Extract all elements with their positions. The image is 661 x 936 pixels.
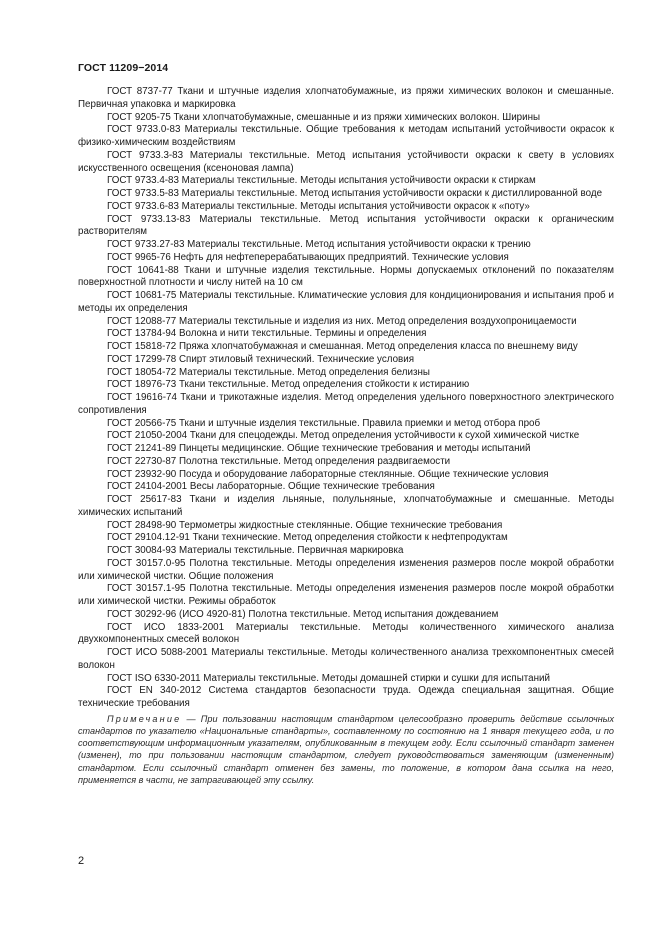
reference-item: ГОСТ 30157.1-95 Полотна текстильные. Методы определения изменения размеров после мокрой обработки или химической чистки. Режимы обработок <box>78 583 614 607</box>
reference-item: ГОСТ 30157.0-95 Полотна текстильные. Методы определения изменения размеров после мокрой обработки или химической чистки. Общие положения <box>78 557 614 582</box>
reference-item: ГОСТ 9733.13-83 Материалы текстильные. Метод испытания устойчивости окраски к органическим растворителям <box>78 213 614 238</box>
reference-item: ГОСТ 10641-88 Ткани и штучные изделия текстильные. Нормы допускаемых отклонений по показателям поверхностной плотности и числу нитей на 10 см <box>78 264 614 289</box>
reference-item: ГОСТ 24104-2001 Весы лабораторные. Общие технические требования <box>107 481 435 493</box>
reference-item: ГОСТ 23932-90 Посуда и оборудование лабораторные стеклянные. Общие технические условия <box>107 468 549 480</box>
reference-item: ГОСТ 9205-75 Ткани хлопчатобумажные, смешанные и из пряжи химических волокон. Ширины <box>107 111 541 123</box>
reference-item: ГОСТ 18054-72 Материалы текстильные. Метод определения белизны <box>107 366 430 378</box>
reference-item: ГОСТ 8737-77 Ткани и штучные изделия хлопчатобумажные, из пряжи химических волокон и смешанные. Первичная упаковка и маркировка <box>78 86 614 110</box>
reference-item: ГОСТ 30292-96 (ИСО 4920-81) Полотна текстильные. Метод испытания дождеванием <box>107 608 499 620</box>
document-header: ГОСТ 11209−2014 <box>78 62 169 74</box>
reference-item: ГОСТ 21241-89 Пинцеты медицинские. Общие технические требования и методы испытаний <box>107 443 531 454</box>
reference-item: ГОСТ 10681-75 Материалы текстильные. Климатические условия для кондиционирования и испытания проб и методы их определения <box>78 290 614 314</box>
reference-item: ГОСТ 9733.4-83 Материалы текстильные. Методы испытания устойчивости окраски к стиркам <box>107 175 536 187</box>
reference-item: ГОСТ 9733.0-83 Материалы текстильные. Общие требования к методам испытаний устойчивости окрасок к физико-химическим воздействиям <box>78 124 614 148</box>
reference-item: ГОСТ 9733.5-83 Материалы текстильные. Метод испытания устойчивости окраски к дистиллированной воде <box>107 188 603 199</box>
reference-item: ГОСТ 9733.3-83 Материалы текстильные. Метод испытания устойчивости окраски к свету в условиях искусственного освещения (ксеноновая лампа) <box>78 149 614 174</box>
reference-item: ГОСТ 30084-93 Материалы текстильные. Первичная маркировка <box>107 545 404 556</box>
reference-item: ГОСТ 22730-87 Полотна текстильные. Метод определения раздвигаемости <box>107 455 451 467</box>
reference-item: ГОСТ 21050-2004 Ткани для спецодежды. Метод определения устойчивости к сухой химической чистке <box>107 430 580 442</box>
reference-item: ГОСТ 29104.12-91 Ткани технические. Метод определения стойкости к нефтепродуктам <box>107 532 508 544</box>
reference-item: ГОСТ 20566-75 Ткани и штучные изделия текстильные. Правила приемки и метод отбора проб <box>107 417 541 429</box>
reference-item: ГОСТ ISO 6330-2011 Материалы текстильные. Методы домашней стирки и сушки для испытаний <box>107 672 550 684</box>
reference-item: ГОСТ 17299-78 Спирт этиловый технический. Технические условия <box>107 353 414 365</box>
reference-item: ГОСТ 9733.6-83 Материалы текстильные. Методы испытания устойчивости окрасок к «поту» <box>107 200 530 212</box>
reference-item: ГОСТ ИСО 1833-2001 Материалы текстильные. Методы количественного химического анализа двухкомпонентных смесей волокон <box>78 621 614 646</box>
reference-item: ГОСТ 15818-72 Пряжа хлопчатобумажная и смешанная. Метод определения класса по внешнему виду <box>107 341 578 352</box>
reference-item: ГОСТ 25617-83 Ткани и изделия льняные, полульняные, хлопчатобумажные и смешанные. Методы химических испытаний <box>78 494 614 518</box>
reference-item: ГОСТ 19616-74 Ткани и трикотажные изделия. Метод определения удельного поверхностного электрического сопротивления <box>78 392 614 416</box>
normative-references-list <box>78 86 614 786</box>
reference-item: ГОСТ 28498-90 Термометры жидкостные стеклянные. Общие технические требования <box>107 519 503 531</box>
reference-item: ГОСТ 9965-76 Нефть для нефтеперерабатывающих предприятий. Технические условия <box>107 251 509 263</box>
reference-note <box>78 713 614 786</box>
reference-item: ГОСТ 12088-77 Материалы текстильные и изделия из них. Метод определения воздухопроницаемости <box>107 315 577 327</box>
page-number: 2 <box>78 855 85 867</box>
reference-item: ГОСТ 18976-73 Ткани текстильные. Метод определения стойкости к истиранию <box>107 379 470 391</box>
reference-item: ГОСТ 13784-94 Волокна и нити текстильные. Термины и определения <box>107 328 427 340</box>
reference-item: ГОСТ ИСО 5088-2001 Материалы текстильные. Методы количественного анализа трехкомпонентных смесей волокон <box>78 647 614 671</box>
note-label: Примечание <box>107 713 182 724</box>
note-text: — При пользовании настоящим стандартом целесообразно проверить действие ссылочных стандартов по указателю «Национальные стандарты», составленному по состоянию на 1 января текущего года, и по соответствующим информационным указателям, опубликованным в текущем году. Если ссылочный стандарт заменен (изменен), то при пользовании настоящим стандартом, следует руководствоваться заменяющим (измененным) стандартом. Если ссылочный стандарт отменен без замены, то положение, в котором дана ссылка на него, применяется в части, не затрагивающей эту ссылку. <box>78 713 614 785</box>
reference-item: ГОСТ 9733.27-83 Материалы текстильные. Метод испытания устойчивости окраски к трению <box>107 239 531 250</box>
reference-item: ГОСТ EN 340-2012 Система стандартов безопасности труда. Одежда специальная защитная. Общие технические требования <box>78 685 614 709</box>
